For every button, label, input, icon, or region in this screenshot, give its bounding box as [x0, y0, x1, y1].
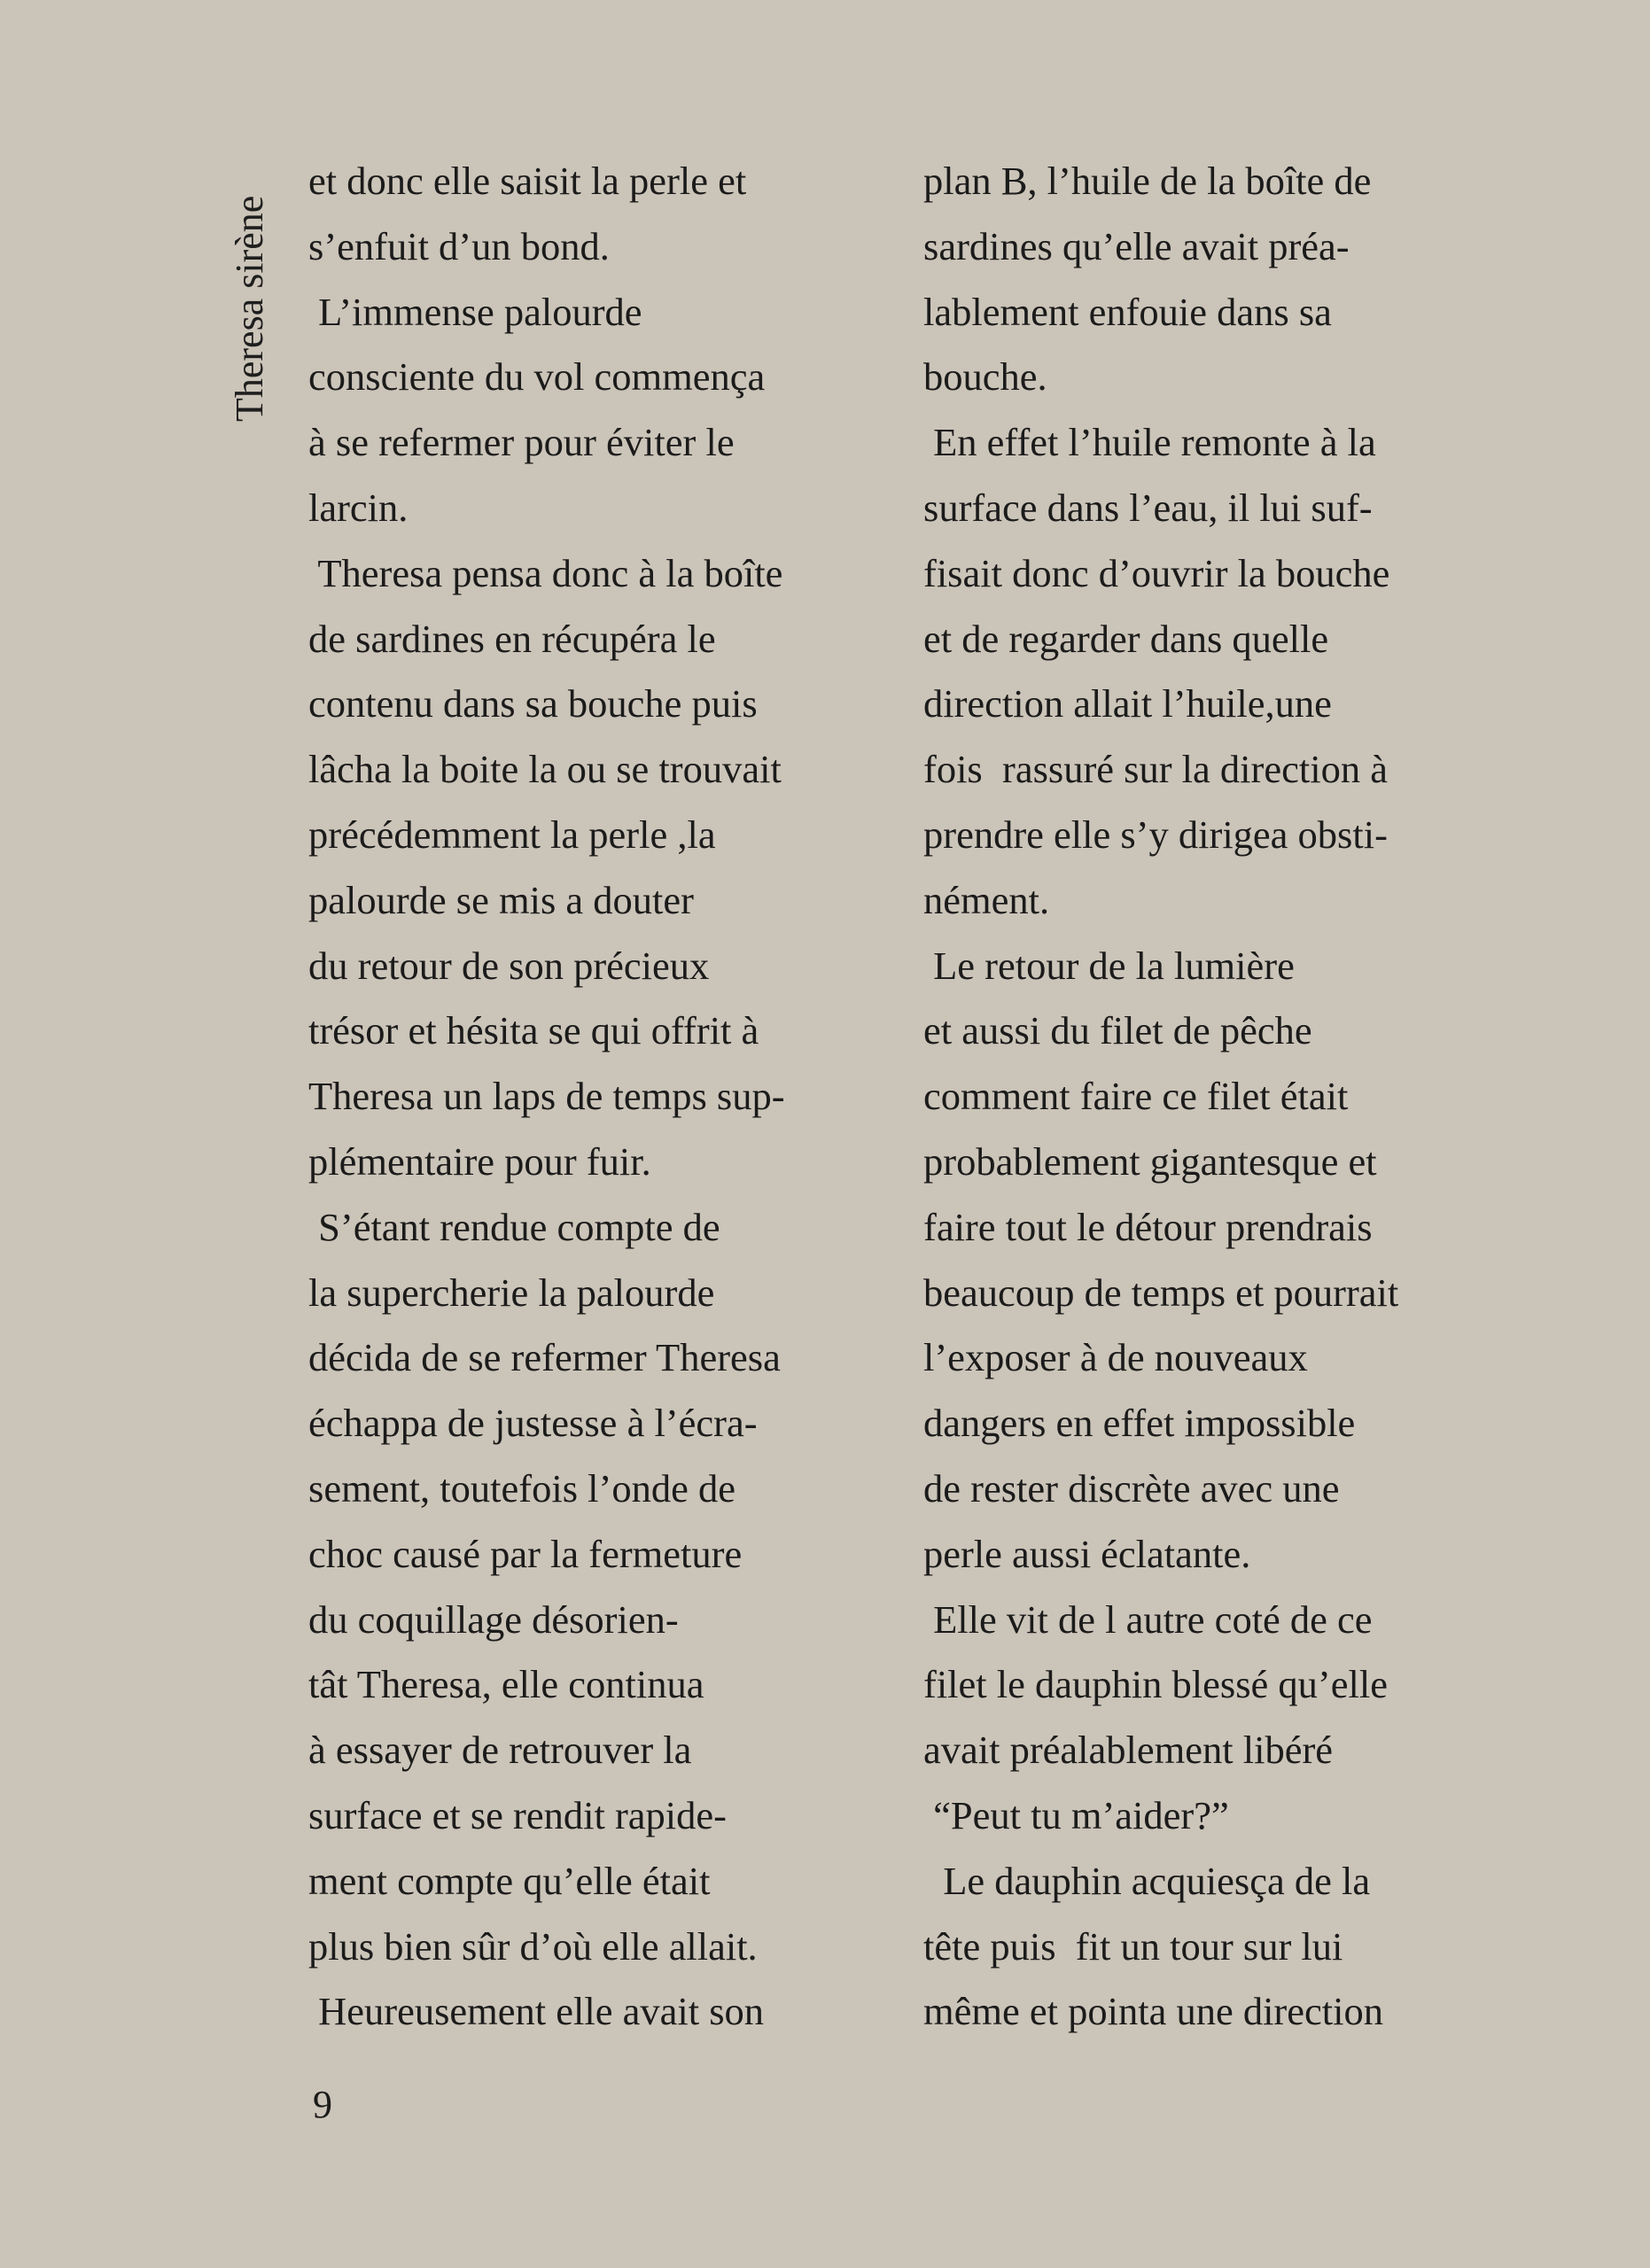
text-line: de rester discrète avec une	[923, 1465, 1340, 1511]
text-line: ment compte qu’elle était	[308, 1858, 711, 1903]
text-line: dangers en effet impossible	[923, 1401, 1356, 1446]
text-line: probablement gigantesque et	[923, 1138, 1377, 1184]
text-line: filet le dauphin blessé qu’elle	[923, 1662, 1388, 1707]
text-line: choc causé par la fermeture	[308, 1531, 743, 1576]
text-line: faire tout le détour prendrais	[923, 1204, 1373, 1249]
text-line: nément.	[923, 877, 1050, 922]
text-line: et aussi du filet de pêche	[923, 1008, 1312, 1053]
text-line: et de regarder dans quelle	[923, 616, 1329, 661]
text-line: comment faire ce filet était	[923, 1074, 1349, 1119]
text-line: avait préalablement libéré	[923, 1728, 1334, 1773]
running-head: Theresa sirène	[228, 195, 271, 422]
text-line: sement, toutefois l’onde de	[308, 1465, 735, 1511]
text-line: “Peut tu m’aider?”	[923, 1792, 1229, 1837]
text-line: la supercherie la palourde	[308, 1270, 715, 1315]
text-line: tête puis fit un tour sur lui	[923, 1923, 1343, 1969]
text-line: précédemment la perle ,la	[308, 812, 716, 857]
text-line: Le dauphin acquiesça de la	[923, 1858, 1371, 1903]
text-line: perle aussi éclatante.	[923, 1531, 1251, 1576]
text-line: fois rassuré sur la direction à	[923, 747, 1388, 792]
text-line: trésor et hésita se qui offrit à	[308, 1008, 759, 1053]
text-line: surface dans l’eau, il lui suf-	[923, 485, 1373, 530]
text-line: lablement enfouie dans sa	[923, 289, 1332, 334]
text-line: beaucoup de temps et pourrait	[923, 1270, 1399, 1315]
text-line: surface et se rendit rapide-	[308, 1792, 727, 1837]
text-line: direction allait l’huile,une	[923, 681, 1332, 726]
text-line: à se refermer pour éviter le	[308, 420, 735, 465]
text-line: s’enfuit d’un bond.	[308, 223, 610, 268]
text-line: larcin.	[308, 485, 409, 530]
text-line: du retour de son précieux	[308, 943, 710, 988]
text-line: du coquillage désorien-	[308, 1596, 679, 1642]
text-column-left	[308, 149, 893, 2045]
text-line: décida de se refermer Theresa	[308, 1335, 781, 1380]
text-line: Heureusement elle avait son	[308, 1989, 765, 2034]
page-number: 9	[313, 2083, 332, 2126]
text-line: Theresa pensa donc à la boîte	[308, 550, 783, 595]
text-line: consciente du vol commença	[308, 354, 766, 400]
text-line: Elle vit de l autre coté de ce	[923, 1596, 1373, 1642]
text-line: Le retour de la lumière	[923, 943, 1295, 988]
text-line: plus bien sûr d’où elle allait.	[308, 1923, 758, 1969]
text-line: En effet l’huile remonte à la	[923, 420, 1376, 465]
text-line: plan B, l’huile de la boîte de	[923, 159, 1372, 203]
text-line: fisait donc d’ouvrir la bouche	[923, 550, 1390, 595]
text-line: sardines qu’elle avait préa-	[923, 223, 1350, 268]
text-line: bouche.	[923, 354, 1047, 400]
text-line: et donc elle saisit la perle et	[308, 159, 747, 203]
text-line: l’exposer à de nouveaux	[923, 1335, 1308, 1380]
text-line: de sardines en récupéra le	[308, 616, 716, 661]
text-line: tât Theresa, elle continua	[308, 1662, 704, 1707]
text-line: à essayer de retrouver la	[308, 1728, 692, 1773]
text-line: plémentaire pour fuir.	[308, 1138, 651, 1184]
text-line: lâcha la boite la ou se trouvait	[308, 747, 782, 792]
text-line: échappa de justesse à l’écra-	[308, 1401, 758, 1446]
text-line: palourde se mis a douter	[308, 877, 694, 922]
text-line: Theresa un laps de temps sup-	[308, 1074, 785, 1119]
text-column-right	[923, 149, 1508, 2045]
text-line: S’étant rendue compte de	[308, 1204, 720, 1249]
text-line: prendre elle s’y dirigea obsti-	[923, 812, 1388, 857]
text-line: même et pointa une direction	[923, 1989, 1383, 2034]
text-line: contenu dans sa bouche puis	[308, 681, 758, 726]
text-line: L’immense palourde	[308, 289, 642, 334]
